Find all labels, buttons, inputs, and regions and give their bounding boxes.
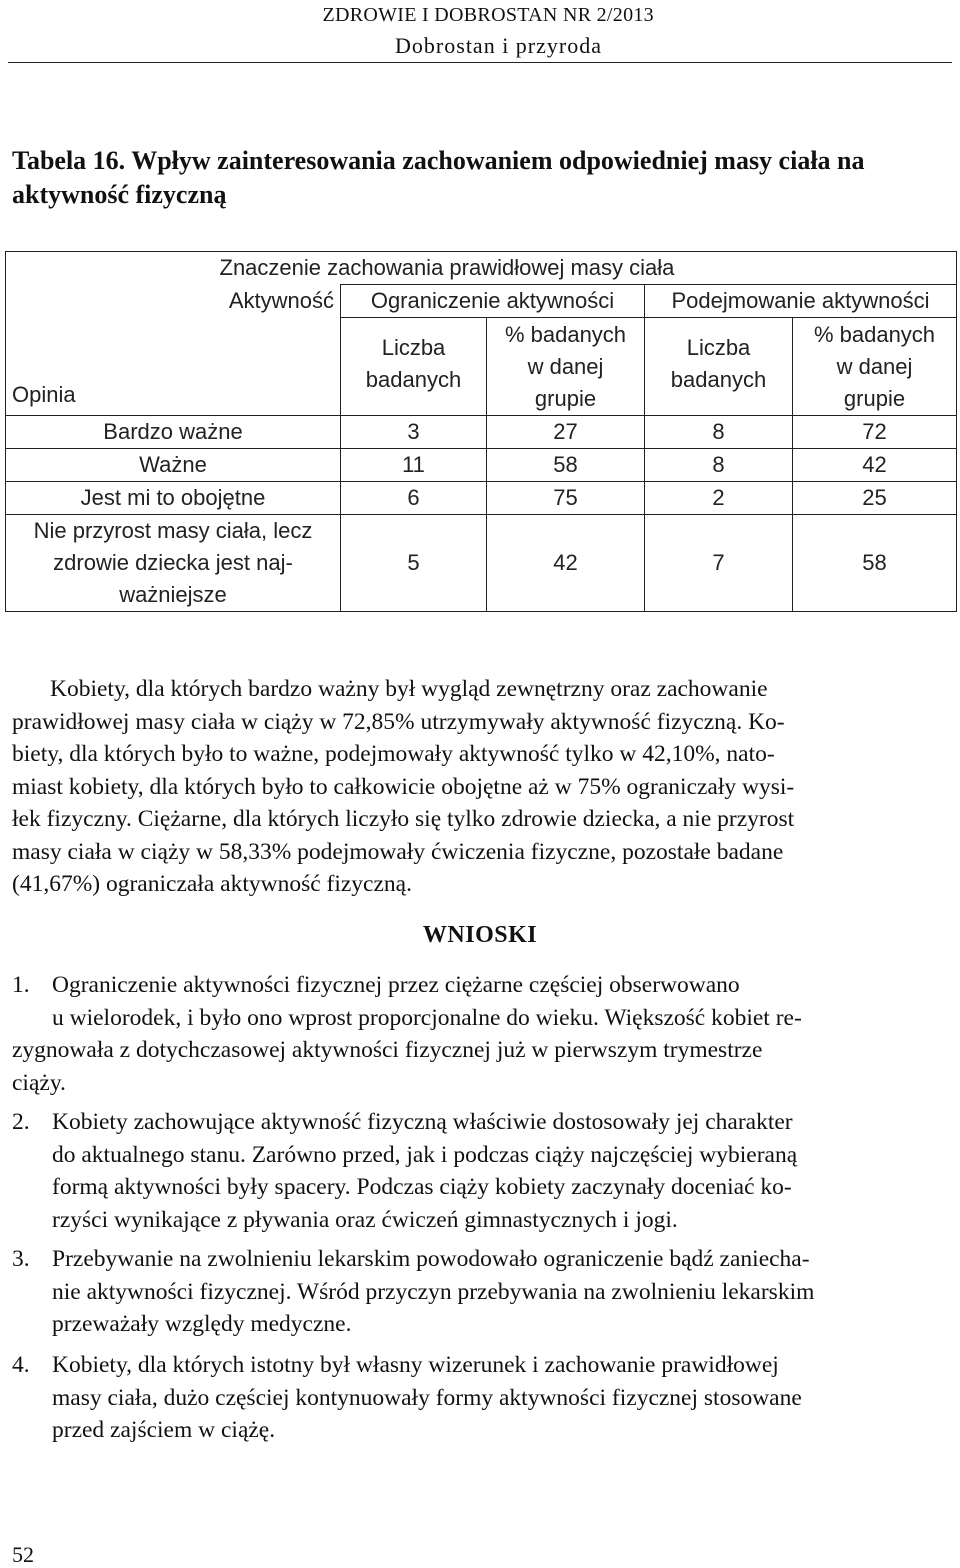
conclusion-line: Ograniczenie aktywności fizycznej przez ciężarne częściej obserwowano <box>52 972 740 998</box>
conclusion-item-3 <box>12 1243 948 1341</box>
header-pct-1-line2: w danej <box>527 353 604 379</box>
conclusion-line: zygnowała z dotychczasowej aktywności fizycznej już w pierwszym trymestrze <box>12 1037 763 1063</box>
conclusion-number: 2. <box>12 1109 30 1135</box>
conclusion-item-4 <box>12 1349 948 1447</box>
header-pct-2-line2: w danej <box>836 353 913 379</box>
conclusion-item-2 <box>12 1106 948 1236</box>
row-act-pct: 58 <box>793 515 957 612</box>
conclusion-number: 3. <box>12 1246 30 1272</box>
row-opinion-line1: Nie przyrost masy ciała, lecz <box>33 518 313 543</box>
header-count-2 <box>645 318 793 416</box>
data-table <box>5 251 957 612</box>
row-lim-pct: 42 <box>487 515 645 612</box>
row-lim-count: 6 <box>341 482 487 515</box>
row-lim-pct: 75 <box>487 482 645 515</box>
paragraph-line: prawidłowej masy ciała w ciąży w 72,85% utrzymywały aktywność fizyczną. Ko- <box>12 708 785 735</box>
conclusion-line: ciąży. <box>12 1069 66 1096</box>
row-lim-pct: 27 <box>487 416 645 449</box>
paragraph-line: Kobiety, dla których bardzo ważny był wygląd zewnętrzny oraz zachowanie <box>50 676 768 702</box>
row-lim-count: 5 <box>341 515 487 612</box>
row-act-count: 7 <box>645 515 793 612</box>
table-header-row-columns <box>6 318 957 416</box>
row-act-count: 2 <box>645 482 793 515</box>
journal-title: ZDROWIE I DOBROSTAN NR 2/2013 <box>322 4 654 26</box>
row-opinion-line2: zdrowie dziecka jest naj- <box>53 550 293 575</box>
header-pct-1 <box>487 318 645 416</box>
page-number: 52 <box>12 1542 34 1567</box>
table-header-title: Znaczenie zachowania prawidłowej masy ciała <box>219 255 675 280</box>
header-aktywnosc: Aktywność <box>6 285 341 318</box>
paragraph-line: biety, dla których było to ważne, podejmowały aktywność tylko w 42,10%, nato- <box>12 741 775 767</box>
header-opinia: Opinia <box>6 318 341 416</box>
conclusion-line: przeważały względy medyczne. <box>52 1311 352 1337</box>
header-group-activity: Podejmowanie aktywności <box>645 285 957 318</box>
header-count-1-line1: Liczba <box>381 335 446 360</box>
header-pct-2-line3: grupie <box>843 385 906 411</box>
row-opinion: Ważne <box>6 449 341 482</box>
conclusion-line: masy ciała, dużo częściej kontynuowały formy aktywności fizycznej stosowane <box>52 1384 802 1411</box>
header-pct-1-line1: % badanych <box>504 321 627 347</box>
table-row <box>6 449 957 482</box>
paragraph-line: masy ciała w ciąży w 58,33% podejmowały ćwiczenia fizyczne, pozostałe badane <box>12 838 784 865</box>
row-opinion <box>6 515 341 612</box>
paragraph-line: (41,67%) ograniczała aktywność fizyczną. <box>12 871 412 897</box>
conclusion-text <box>52 1243 948 1341</box>
conclusion-number: 1. <box>12 972 30 998</box>
row-opinion-line3: ważniejsze <box>119 582 227 607</box>
conclusion-line: Kobiety zachowujące aktywność fizyczną właściwie dostosowały jej charakter <box>52 1109 793 1135</box>
row-lim-count: 11 <box>341 449 487 482</box>
conclusion-item-1 <box>12 969 948 1099</box>
conclusion-line: Przebywanie na zwolnieniu lekarskim powodowało ograniczenie bądź zaniecha- <box>52 1246 810 1272</box>
row-act-pct: 25 <box>793 482 957 515</box>
header-pct-1-line3: grupie <box>534 385 597 411</box>
table-row <box>6 515 957 612</box>
row-act-pct: 72 <box>793 416 957 449</box>
row-act-count: 8 <box>645 449 793 482</box>
conclusion-line: u wielorodek, i było ono wprost proporcjonalne do wieku. Większość kobiet re- <box>52 1004 802 1031</box>
conclusion-text <box>52 1106 948 1236</box>
conclusion-line: rzyści wynikające z pływania oraz ćwiczeń gimnastycznych i jogi. <box>52 1206 678 1233</box>
conclusion-line: przed zajściem w ciążę. <box>52 1417 276 1443</box>
header-count-1-line2: badanych <box>365 367 462 392</box>
paragraph-line: łek fizyczny. Ciężarne, dla których liczyło się tylko zdrowie dziecka, a nie przyrost <box>12 806 795 832</box>
conclusion-line: Kobiety, dla których istotny był własny wizerunek i zachowanie prawidłowej <box>52 1352 779 1378</box>
header-count-2-line1: Liczba <box>686 335 751 360</box>
header-pct-2-line1: % badanych <box>813 321 936 347</box>
header-rule <box>8 62 952 63</box>
body-paragraph <box>12 673 948 901</box>
row-opinion: Bardzo ważne <box>6 416 341 449</box>
header-count-1 <box>341 318 487 416</box>
conclusion-text <box>12 969 948 1099</box>
conclusion-text <box>52 1349 948 1447</box>
conclusions-heading: WNIOSKI <box>422 922 538 948</box>
row-lim-pct: 58 <box>487 449 645 482</box>
row-opinion: Jest mi to obojętne <box>6 482 341 515</box>
section-title: Dobrostan i przyroda <box>395 33 602 58</box>
table-header-row-groups <box>6 285 957 318</box>
table-header-row-title <box>6 252 957 285</box>
row-act-count: 8 <box>645 416 793 449</box>
table-caption: Tabela 16. Wpływ zainteresowania zachowaniem odpowiedniej masy ciała na aktywność fizyczną <box>12 146 865 209</box>
header-count-2-line2: badanych <box>670 367 767 392</box>
table-row <box>6 482 957 515</box>
conclusion-line: formą aktywności były spacery. Podczas ciąży kobiety zaczynały doceniać ko- <box>52 1174 792 1200</box>
table-row <box>6 416 957 449</box>
conclusion-number: 4. <box>12 1352 30 1378</box>
row-lim-count: 3 <box>341 416 487 449</box>
paragraph-line: miast kobiety, dla których było to całkowicie obojętne aż w 75% ograniczały wysi- <box>12 773 795 800</box>
conclusion-line: nie aktywności fizycznej. Wśród przyczyn przebywania na zwolnieniu lekarskim <box>52 1278 815 1305</box>
row-act-pct: 42 <box>793 449 957 482</box>
conclusion-line: do aktualnego stanu. Zarówno przed, jak i podczas ciąży najczęściej wybieraną <box>52 1141 798 1168</box>
header-pct-2 <box>793 318 957 416</box>
header-group-limitation: Ograniczenie aktywności <box>341 285 645 318</box>
